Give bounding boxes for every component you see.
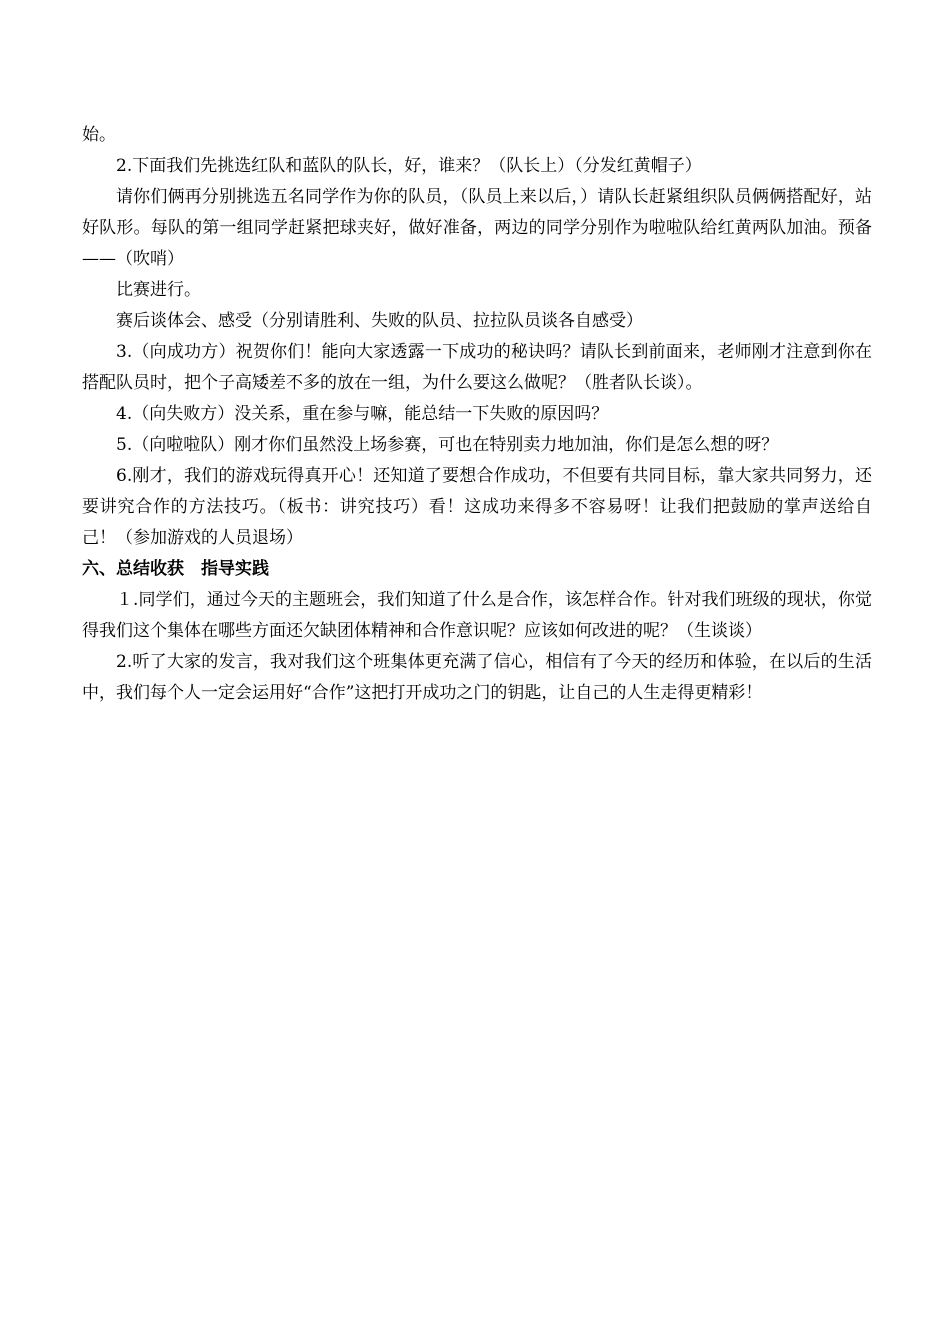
paragraph-step-5: 5.（向啦啦队）刚才你们虽然没上场参赛，可也在特别卖力地加油，你们是怎么想的呀？ [116,435,779,455]
paragraph-step-6: 6.刚才，我们的游戏玩得真开心！还知道了要想合作成功，不但要有共同目标，靠大家共同努力，还要讲究合作的方法技巧。（板书：讲究技巧）看！这成功来得多不容易呀！让我们把鼓励的掌声送给自己！（参加游戏的人员退场） [82,466,872,548]
paragraph-continuation: 始。 [82,125,116,145]
section-heading: 六、总结收获 指导实践 [82,559,269,579]
paragraph-team-selection: 请你们俩再分别挑选五名同学作为你的队员，（队员上来以后，）请队长赶紧组织队员俩俩搭配好，站好队形。每队的第一组同学赶紧把球夹好，做好准备，两边的同学分别作为啦啦队给红黄两队加油。预备——（吹哨） [82,187,872,269]
paragraph-step-2: 2.下面我们先挑选红队和蓝队的队长，好，谁来？（队长上）（分发红黄帽子） [116,156,702,176]
paragraph-step-4: 4.（向失败方）没关系，重在参与嘛，能总结一下失败的原因吗？ [116,404,609,424]
section-paragraph-1: １.同学们，通过今天的主题班会，我们知道了什么是合作，该怎样合作。针对我们班级的现状，你觉得我们这个集体在哪些方面还欠缺团体精神和合作意识呢？应该如何改进的呢？（生谈谈） [82,590,872,641]
section-paragraph-2: 2.听了大家的发言，我对我们这个班集体更充满了信心，相信有了今天的经历和体验，在以后的生活中，我们每个人一定会运用好“合作”这把打开成功之门的钥匙，让自己的人生走得更精彩！ [82,652,872,703]
document-body [82,120,872,709]
paragraph-step-3: 3.（向成功方）祝贺你们！能向大家透露一下成功的秘诀吗？请队长到前面来，老师刚才注意到你在搭配队员时，把个子高矮差不多的放在一组，为什么要这么做呢？（胜者队长谈）。 [82,342,872,393]
paragraph-match-start: 比赛进行。 [116,280,201,300]
paragraph-post-match: 赛后谈体会、感受（分别请胜利、失败的队员、拉拉队员谈各自感受） [116,311,643,331]
